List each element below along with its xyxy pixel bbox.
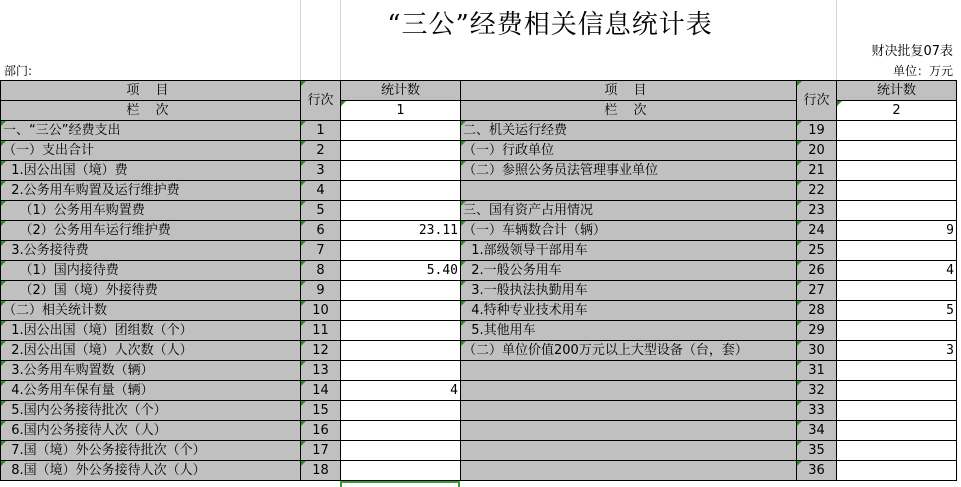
line-number-left[interactable]: 18	[301, 461, 341, 481]
stat-value-right[interactable]	[837, 421, 957, 441]
row-label-left[interactable]: （1）国内接待费	[1, 261, 301, 281]
row-label-left[interactable]: （一）支出合计	[1, 141, 301, 161]
row-label-left[interactable]: 1.因公出国（境）团组数（个）	[1, 321, 301, 341]
row-label-right[interactable]: 4.特种专业技术用车	[461, 301, 797, 321]
row-label-left[interactable]: （1）公务用车购置费	[1, 201, 301, 221]
table-row	[1, 361, 957, 381]
row-label-left[interactable]: （二）相关统计数	[1, 301, 301, 321]
row-label-left[interactable]: （2）公务用车运行维护费	[1, 221, 301, 241]
line-number-left[interactable]: 17	[301, 441, 341, 461]
stat-value-right[interactable]	[837, 441, 957, 461]
table-row	[1, 241, 957, 261]
line-number-right[interactable]: 35	[797, 441, 837, 461]
table-row	[1, 161, 957, 181]
line-number-left[interactable]: 8	[301, 261, 341, 281]
cell-selection	[340, 481, 460, 487]
row-label-right[interactable]	[461, 361, 797, 381]
stat-value-left[interactable]	[341, 341, 461, 361]
table-row	[1, 401, 957, 421]
row-label-left[interactable]: 3.公务用车购置数（辆）	[1, 361, 301, 381]
line-number-right[interactable]: 25	[797, 241, 837, 261]
stat-header[interactable]: 统计数	[341, 81, 461, 101]
page-title: “三公”经费相关信息统计表	[387, 10, 713, 40]
table-row	[1, 441, 957, 461]
column-index-1[interactable]: 1	[341, 101, 461, 121]
stat-value-right[interactable]	[837, 281, 957, 301]
stat-value-right[interactable]	[837, 321, 957, 341]
stat-header-right[interactable]: 统计数	[837, 81, 957, 101]
stat-value-right[interactable]	[837, 161, 957, 181]
stat-value-left[interactable]: 4	[341, 381, 461, 401]
stat-value-left[interactable]	[341, 201, 461, 221]
line-number-right[interactable]: 31	[797, 361, 837, 381]
line-number-left[interactable]: 3	[301, 161, 341, 181]
row-label-left[interactable]: 8.国（境）外公务接待人次（人）	[1, 461, 301, 481]
line-number-right[interactable]: 34	[797, 421, 837, 441]
row-label-left[interactable]: 4.公务用车保有量（辆）	[1, 381, 301, 401]
stat-value-left[interactable]	[341, 401, 461, 421]
stat-value-right[interactable]	[837, 241, 957, 261]
row-label-right[interactable]: 3.一般执法执勤用车	[461, 281, 797, 301]
stat-value-left[interactable]: 23.11	[341, 221, 461, 241]
line-number-right[interactable]: 20	[797, 141, 837, 161]
row-label-right[interactable]: （二）单位价值200万元以上大型设备（台，套）	[461, 341, 797, 361]
line-number-left[interactable]: 9	[301, 281, 341, 301]
line-number-right[interactable]: 36	[797, 461, 837, 481]
line-number-right[interactable]: 32	[797, 381, 837, 401]
stat-value-right[interactable]: 5	[837, 301, 957, 321]
row-label-right[interactable]	[461, 181, 797, 201]
row-label-right[interactable]	[461, 381, 797, 401]
stat-value-left[interactable]	[341, 181, 461, 201]
table-row	[1, 181, 957, 201]
line-number-left[interactable]: 7	[301, 241, 341, 261]
column-index-2[interactable]: 2	[837, 101, 957, 121]
line-number-right[interactable]: 27	[797, 281, 837, 301]
row-label-right[interactable]	[461, 401, 797, 421]
stat-value-right[interactable]	[837, 461, 957, 481]
stat-value-right[interactable]	[837, 201, 957, 221]
row-label-left[interactable]: 2.公务用车购置及运行维护费	[1, 181, 301, 201]
table-code: 财决批复07表	[871, 44, 953, 59]
table-row	[1, 121, 957, 141]
row-label-left[interactable]: （2）国（境）外接待费	[1, 281, 301, 301]
item-header-right[interactable]: 项 目	[461, 81, 797, 101]
stat-value-right[interactable]: 9	[837, 221, 957, 241]
line-number-left[interactable]: 4	[301, 181, 341, 201]
column-label-right[interactable]: 栏 次	[461, 101, 797, 121]
line-no-header-right[interactable]: 行次	[797, 81, 837, 121]
line-no-header[interactable]: 行次	[301, 81, 341, 121]
line-number-right[interactable]: 21	[797, 161, 837, 181]
statistics-table	[0, 80, 957, 481]
stat-value-right[interactable]	[837, 121, 957, 141]
line-number-right[interactable]: 30	[797, 341, 837, 361]
line-number-right[interactable]: 28	[797, 301, 837, 321]
table-row	[1, 261, 957, 281]
table-row	[1, 341, 957, 361]
line-number-left[interactable]: 16	[301, 421, 341, 441]
table-row	[1, 301, 957, 321]
stat-value-left[interactable]	[341, 361, 461, 381]
line-number-right[interactable]: 26	[797, 261, 837, 281]
row-label-right[interactable]: （一）行政单位	[461, 141, 797, 161]
line-number-left[interactable]: 12	[301, 341, 341, 361]
line-number-left[interactable]: 2	[301, 141, 341, 161]
header-row	[1, 81, 957, 101]
row-label-left[interactable]: 1.因公出国（境）费	[1, 161, 301, 181]
row-label-right[interactable]: 三、国有资产占用情况	[461, 201, 797, 221]
line-number-right[interactable]: 19	[797, 121, 837, 141]
row-label-right[interactable]: 2.一般公务用车	[461, 261, 797, 281]
line-number-left[interactable]: 14	[301, 381, 341, 401]
row-label-right[interactable]: 1.部级领导干部用车	[461, 241, 797, 261]
line-number-right[interactable]: 24	[797, 221, 837, 241]
line-number-right[interactable]: 22	[797, 181, 837, 201]
row-label-right[interactable]: 5.其他用车	[461, 321, 797, 341]
stat-value-left[interactable]	[341, 141, 461, 161]
stat-value-right[interactable]	[837, 361, 957, 381]
row-label-right[interactable]	[461, 441, 797, 461]
line-number-left[interactable]: 11	[301, 321, 341, 341]
line-number-left[interactable]: 10	[301, 301, 341, 321]
stat-value-left[interactable]	[341, 241, 461, 261]
row-label-left[interactable]: 3.公务接待费	[1, 241, 301, 261]
row-label-right[interactable]: （二）参照公务员法管理事业单位	[461, 161, 797, 181]
table-row	[1, 221, 957, 241]
line-number-right[interactable]: 33	[797, 401, 837, 421]
table-row	[1, 381, 957, 401]
row-label-left[interactable]: 一、“三公”经费支出	[1, 121, 301, 141]
stat-value-right[interactable]	[837, 381, 957, 401]
stat-value-right[interactable]: 4	[837, 261, 957, 281]
stat-value-left[interactable]	[341, 121, 461, 141]
line-number-left[interactable]: 6	[301, 221, 341, 241]
table-row	[1, 201, 957, 221]
stat-value-right[interactable]: 3	[837, 341, 957, 361]
table-row	[1, 141, 957, 161]
stat-value-right[interactable]	[837, 141, 957, 161]
row-label-left[interactable]: 7.国（境）外公务接待批次（个）	[1, 441, 301, 461]
row-label-left[interactable]: 5.国内公务接待批次（个）	[1, 401, 301, 421]
stat-value-left[interactable]: 5.40	[341, 261, 461, 281]
gridline	[836, 0, 837, 80]
stat-value-left[interactable]	[341, 301, 461, 321]
item-header[interactable]: 项 目	[1, 81, 301, 101]
row-label-right[interactable]: 二、机关运行经费	[461, 121, 797, 141]
department-label: 部门:	[4, 64, 33, 78]
line-number-right[interactable]: 23	[797, 201, 837, 221]
line-number-left[interactable]: 1	[301, 121, 341, 141]
row-label-left[interactable]: 6.国内公务接待人次（人）	[1, 421, 301, 441]
stat-value-left[interactable]	[341, 321, 461, 341]
stat-value-right[interactable]	[837, 181, 957, 201]
stat-value-left[interactable]	[341, 461, 461, 481]
table-row	[1, 461, 957, 481]
row-label-left[interactable]: 2.因公出国（境）人次数（人）	[1, 341, 301, 361]
column-label[interactable]: 栏 次	[1, 101, 301, 121]
stat-value-right[interactable]	[837, 401, 957, 421]
stat-value-left[interactable]	[341, 441, 461, 461]
table-row	[1, 281, 957, 301]
line-number-left[interactable]: 15	[301, 401, 341, 421]
stat-value-left[interactable]	[341, 161, 461, 181]
row-label-right[interactable]	[461, 461, 797, 481]
row-label-right[interactable]	[461, 421, 797, 441]
line-number-left[interactable]: 5	[301, 201, 341, 221]
table-row	[1, 321, 957, 341]
row-label-right[interactable]: （一）车辆数合计（辆）	[461, 221, 797, 241]
table-row	[1, 421, 957, 441]
line-number-left[interactable]: 13	[301, 361, 341, 381]
stat-value-left[interactable]	[341, 421, 461, 441]
line-number-right[interactable]: 29	[797, 321, 837, 341]
stat-value-left[interactable]	[341, 281, 461, 301]
unit-label: 单位：万元	[892, 64, 953, 78]
